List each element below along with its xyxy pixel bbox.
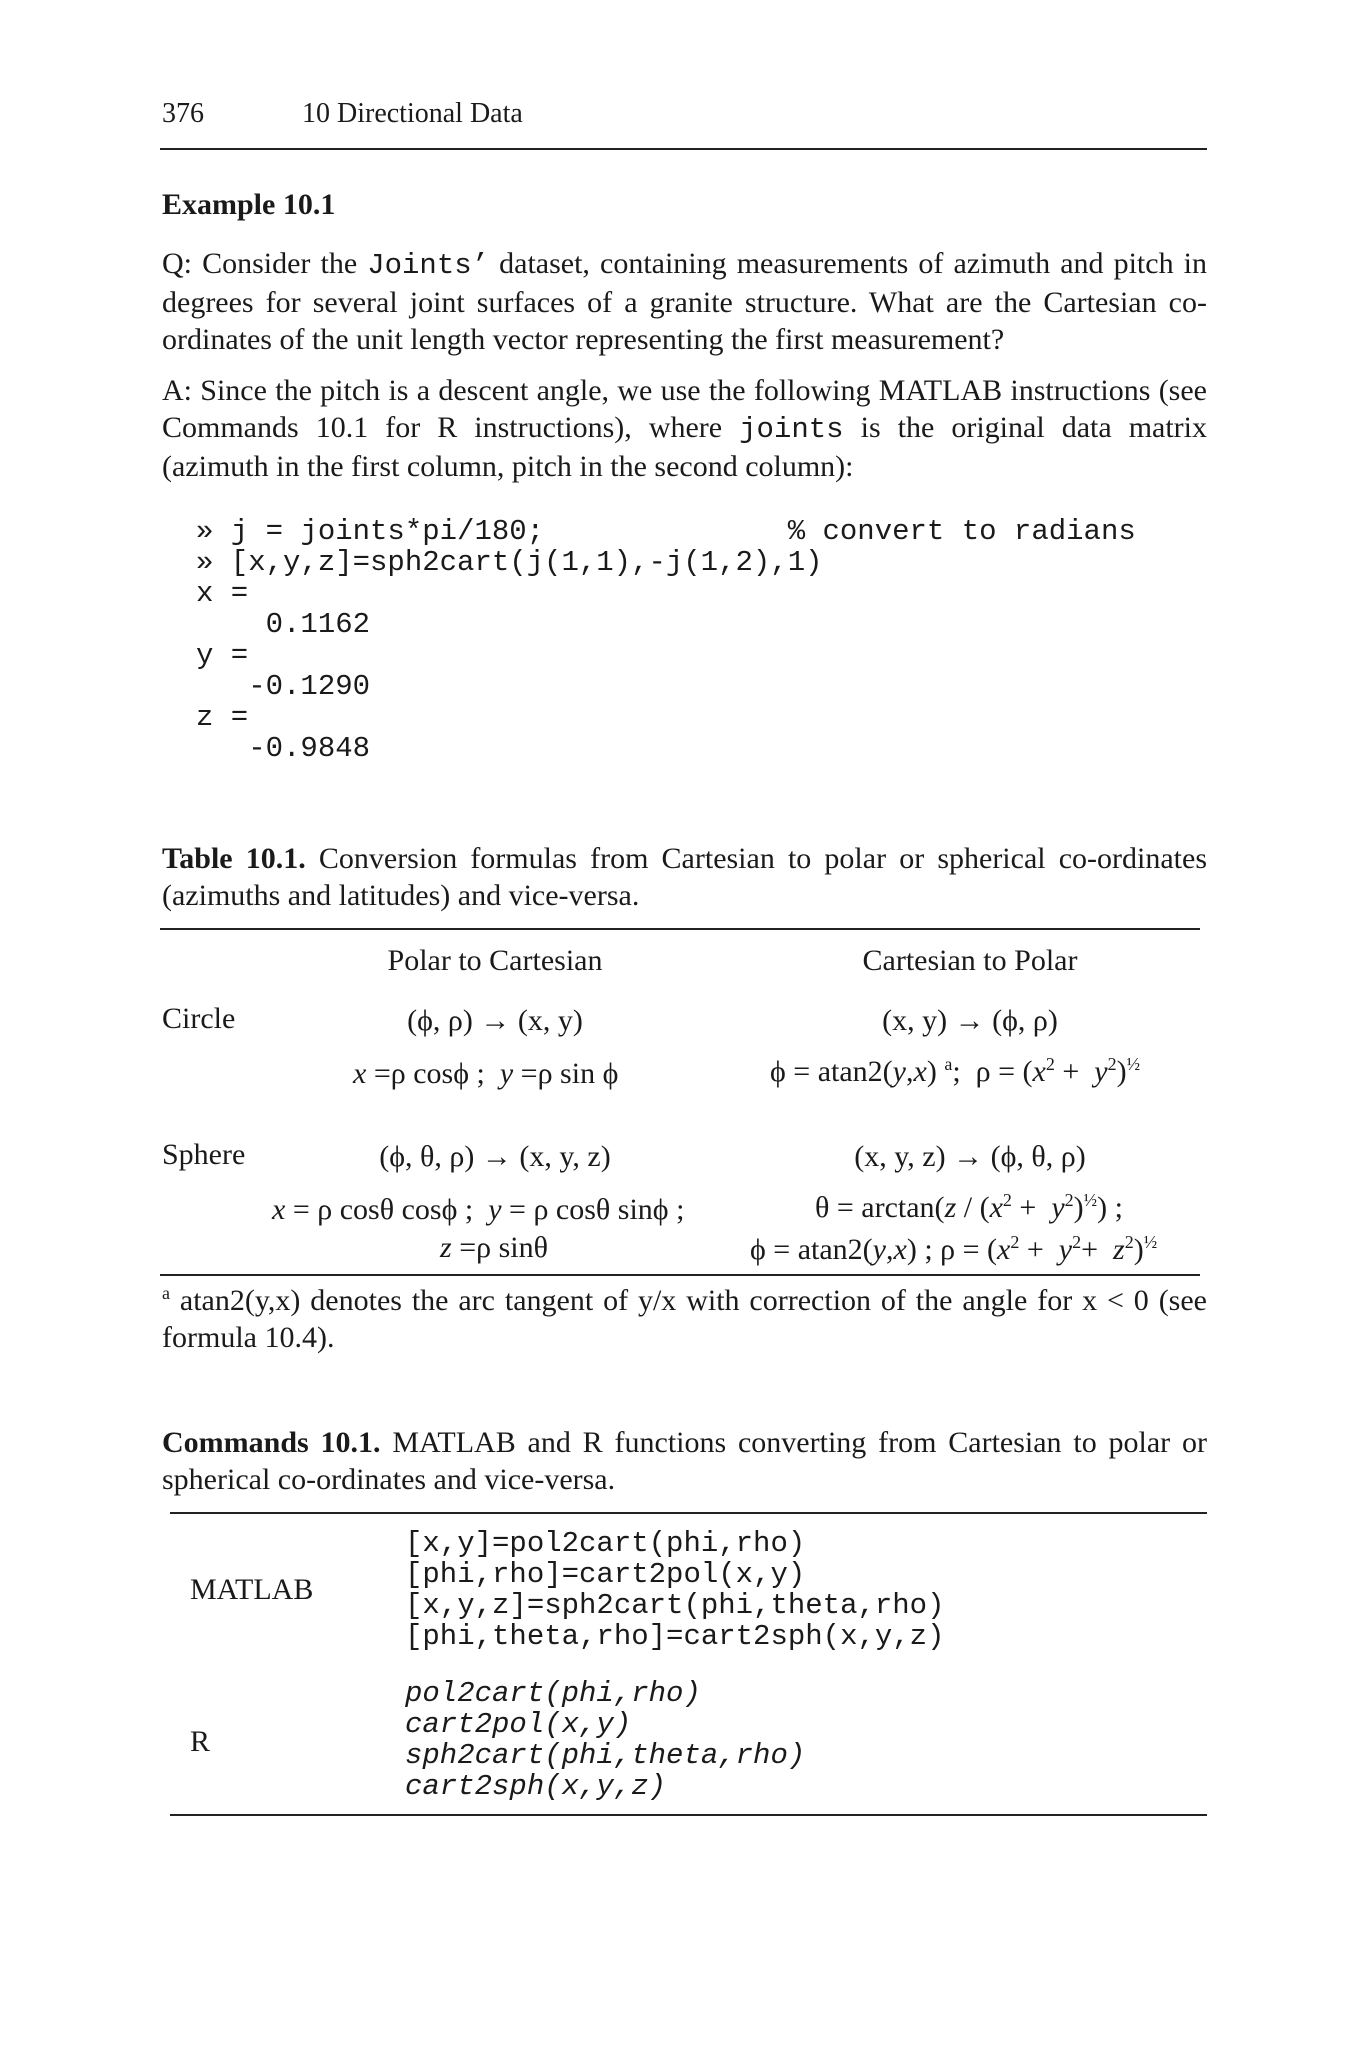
code-line: » [x,y,z]=sph2cart(j(1,1),-j(1,2),1) [196,546,823,579]
col-header-cartesian-to-polar: Cartesian to Polar [862,944,1078,977]
example-question: Q: Consider the Joints’ dataset, containing measurements of azimuth and pitch in degrees for several joint surfaces of a granite structure. What are the Cartesian co-ordinates of the unit length vector representing the first measurement? [162,247,1207,356]
col-header-polar-to-cartesian: Polar to Cartesian [387,944,603,977]
commands-top-rule [170,1512,1207,1514]
circle-cartesian-to-polar-formula: ϕ = atan2(y,x) $^a$; $\rho = (x^2 + y^2)^{\frac{1}{2}}$ [770,1054,1141,1088]
r-functions [405,1678,805,1802]
sphere-polar-to-cartesian-mapping: (ϕ, θ, ρ) → (x, y, z) [379,1140,611,1173]
table-caption: Table 10.1. Conversion formulas from Cartesian to polar or spherical co-ordinates (azimuths and latitudes) and vice-versa. [162,842,1208,912]
code-line: -0.9848 [196,732,371,765]
circle-polar-to-cartesian-formula: x =ρ cosϕ ; y =ρ sin ϕ [353,1057,619,1090]
page-number: 376 [162,98,204,129]
r-function: sph2cart(phi,theta,rho) [405,1739,806,1772]
row-label-circle: Circle [162,1002,236,1035]
r-function: cart2sph(x,y,z) [405,1770,667,1803]
sphere-polar-to-cartesian-formula-2: z =ρ sinθ [440,1231,548,1264]
r-function: pol2cart(phi,rho) [405,1677,701,1710]
table-footnote: $^a$ atan2(y,x) denotes the arc tangent of y/x with correction of the angle for x < 0 (see formula 10.4). [162,1283,1207,1354]
table-bottom-rule [160,1274,1200,1276]
sphere-cartesian-to-polar-formula-1: $\theta = \arctan(z / (x^2 + y^2)^{\frac{1}{2}})$ ; [815,1190,1123,1224]
code-line: z = [196,701,249,734]
circle-cartesian-to-polar-mapping: (x, y) → (ϕ, ρ) [882,1004,1058,1037]
row-label-sphere: Sphere [162,1138,246,1171]
code-line: y = [196,639,249,672]
example-title: Example 10.1 [162,188,336,221]
sphere-cartesian-to-polar-formula-2: ϕ = atan2(y,x) ; $\rho = (x^2 + y^2+ z^2)^{\frac{1}{2}}$ [750,1232,1158,1266]
example-answer: A: Since the pitch is a descent angle, we use the following MATLAB instructions (see Commands 10.1 for R instructions), where joints is the original data matrix (azimuth in the first column, pitch in the second column): [162,374,1208,483]
commands-label-matlab: MATLAB [190,1573,314,1606]
dataset-name: Joints’ [367,249,490,282]
sphere-polar-to-cartesian-formula-1: x = ρ cosθ cosϕ ; y = ρ cosθ sinϕ ; [272,1193,685,1226]
chapter-title: 10 Directional Data [302,98,523,129]
circle-polar-to-cartesian-mapping: (ϕ, ρ) → (x, y) [407,1004,583,1037]
code-line: 0.1162 [196,608,371,641]
variable-name: joints [739,413,844,446]
matlab-function: [phi,rho]=cart2pol(x,y) [405,1558,806,1591]
commands-label-r: R [190,1725,211,1758]
commands-caption: Commands 10.1. MATLAB and R functions converting from Cartesian to polar or spherical co-ordinates and vice-versa. [162,1426,1207,1496]
r-function: cart2pol(x,y) [405,1708,632,1741]
matlab-function: [x,y]=pol2cart(phi,rho) [405,1527,806,1560]
commands-bottom-rule [170,1814,1207,1816]
table-top-rule [160,928,1200,930]
matlab-code-block [196,516,1136,764]
code-line: -0.1290 [196,670,371,703]
header-rule [160,148,1207,150]
sphere-cartesian-to-polar-mapping: (x, y, z) → (ϕ, θ, ρ) [854,1140,1086,1173]
matlab-function: [phi,theta,rho]=cart2sph(x,y,z) [405,1620,945,1653]
code-line: x = [196,577,249,610]
code-line: » j = joints*pi/180; % convert to radians [196,515,1136,548]
matlab-functions [405,1528,945,1652]
matlab-function: [x,y,z]=sph2cart(phi,theta,rho) [405,1589,945,1622]
